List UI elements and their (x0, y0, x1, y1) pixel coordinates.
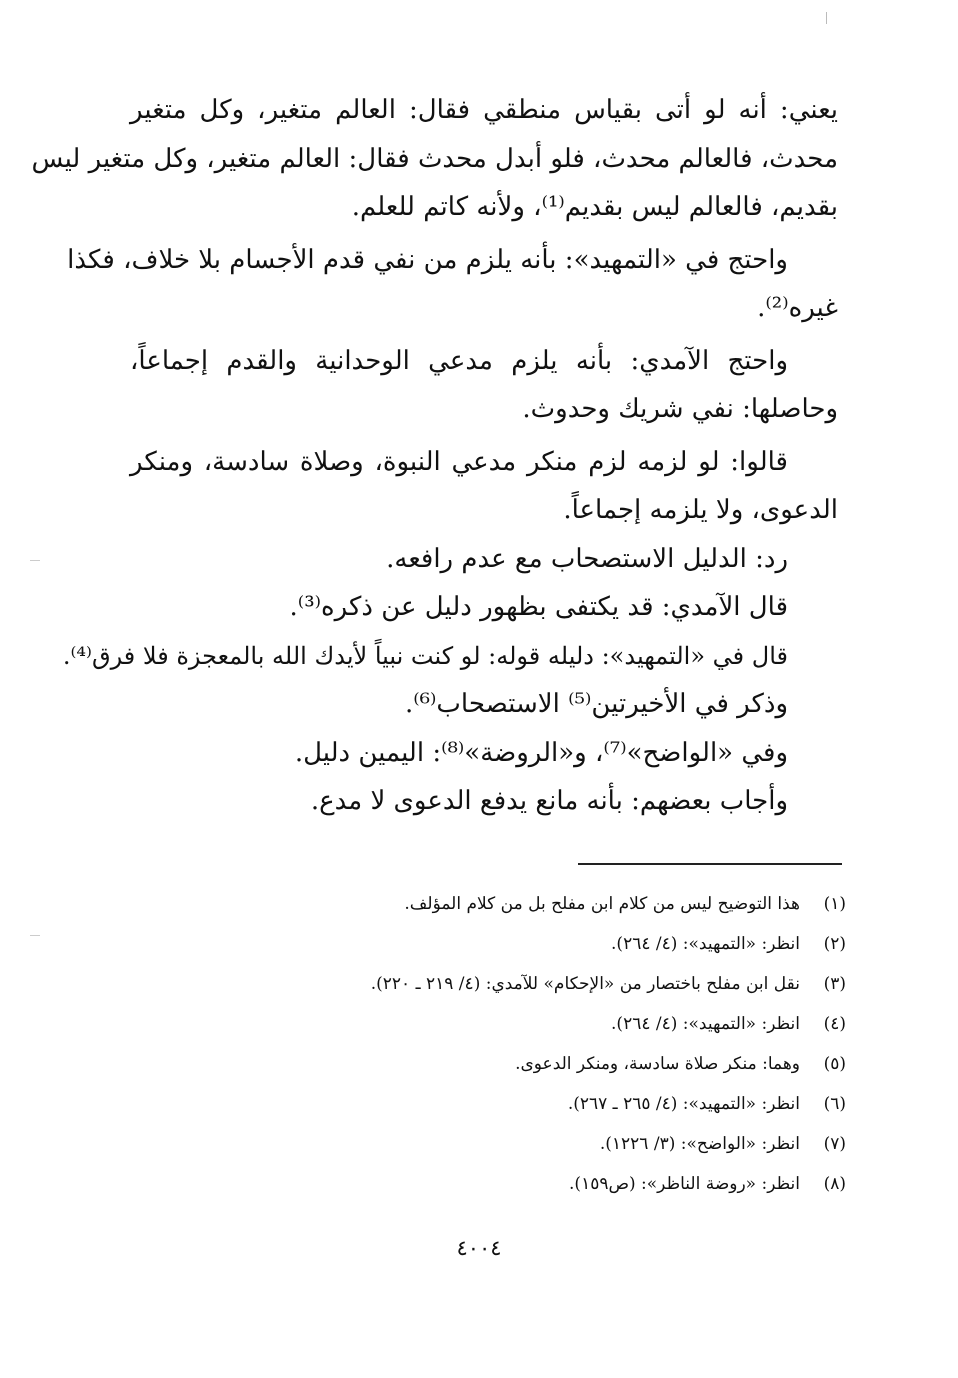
scan-mark (826, 12, 827, 24)
footnote-number: (٧) (823, 1134, 846, 1154)
footnote-text: وهما: منكر صلاة سادسة، ومنكر الدعوى. (515, 1054, 800, 1074)
text-line: واحتج الآمدي: بأنه يلزم مدعي الوحدانية والقدم إجماعاً، (130, 345, 788, 376)
footnote-item (240, 1044, 846, 1084)
text-line: وحاصلها: نفي شريك وحدوث. (522, 394, 838, 424)
text-line: بقديم، فالعالم ليس بقديم⁽¹⁾، ولأنه كاتم للعلم. (351, 192, 838, 222)
text-line: قالوا: لو لزمه لزم منكر مدعي النبوة، وصلاة سادسة، ومنكر (130, 446, 788, 477)
footnote-text: هذا التوضيح ليس من كلام ابن مفلح بل من كلام المؤلف. (404, 894, 800, 914)
footnote-number: (٣) (823, 974, 846, 994)
text-line: رد: الدليل الاستصحاب مع عدم رافعه. (386, 543, 788, 574)
footnote-text: انظر: «التمهيد»: (٤/ ٢٦٥ ـ ٢٦٧). (567, 1094, 800, 1114)
text-line: قال في «التمهيد»: دليله قوله: لو كنت نبياً لأيدك الله بالمعجزة فلا فرق⁽⁴⁾. (62, 641, 788, 670)
footnote-item (240, 1004, 846, 1044)
footnote-number: (٢) (823, 934, 846, 954)
page-number: ٤٠٠٤ (456, 1236, 502, 1260)
footnote-number: (٨) (823, 1174, 846, 1194)
footnotes (240, 884, 846, 1204)
text-line: الدعوى، ولا يلزمه إجماعاً. (563, 495, 838, 525)
footnote-text: نقل ابن مفلح باختصار من «الإحكام» للآمدي: (٤/ ٢١٩ ـ ٢٢٠). (370, 974, 800, 994)
footnote-number: (٦) (823, 1094, 846, 1114)
footnote-text: انظر: «الواضح»: (٣/ ١٢٢٦). (599, 1134, 800, 1154)
footnote-text: انظر: «روضة الناظر»: (ص١٥٩). (569, 1174, 800, 1194)
text-line: وذكر في الأخيرتين⁽⁵⁾ الاستصحاب⁽⁶⁾. (404, 689, 788, 719)
footnote-item (240, 1084, 846, 1124)
text-line: غيره⁽²⁾. (757, 293, 838, 323)
footnote-separator (578, 863, 842, 865)
main-text (31, 86, 838, 826)
text-line: محدث، فالعالم محدث، فلو أبدل محدث فقال: العالم متغير، وكل متغير ليس (31, 143, 838, 174)
footnote-text: انظر: «التمهيد»: (٤/ ٢٦٤). (611, 934, 800, 954)
text-line: يعني: أنه لو أتى بقياس منطقي فقال: العالم متغير، وكل متغير (130, 95, 838, 125)
footnote-item (240, 924, 846, 964)
text-line: قال الآمدي: قد يكتفى بظهور دليل عن ذكره⁽³⁾. (289, 592, 788, 622)
footnote-number: (١) (823, 894, 846, 914)
footnote-number: (٤) (823, 1014, 846, 1034)
footnote-number: (٥) (823, 1054, 846, 1074)
text-line: واحتج في «التمهيد»: بأنه يلزم من نفي قدم الأجسام بلا خلاف، فكذا (67, 244, 788, 275)
footnote-item (240, 1164, 846, 1204)
footnote-item (240, 884, 846, 924)
footnote-item (240, 1124, 846, 1164)
text-line: وأجاب بعضهم: بأنه مانع يدفع الدعوى لا مدع. (310, 786, 788, 816)
scan-mark (30, 560, 40, 561)
scan-mark (30, 935, 40, 936)
footnote-text: انظر: «التمهيد»: (٤/ ٢٦٤). (611, 1014, 800, 1034)
text-line: وفي «الواضح»⁽⁷⁾، و«الروضة»⁽⁸⁾: اليمين دليل. (294, 737, 788, 768)
footnote-item (240, 964, 846, 1004)
